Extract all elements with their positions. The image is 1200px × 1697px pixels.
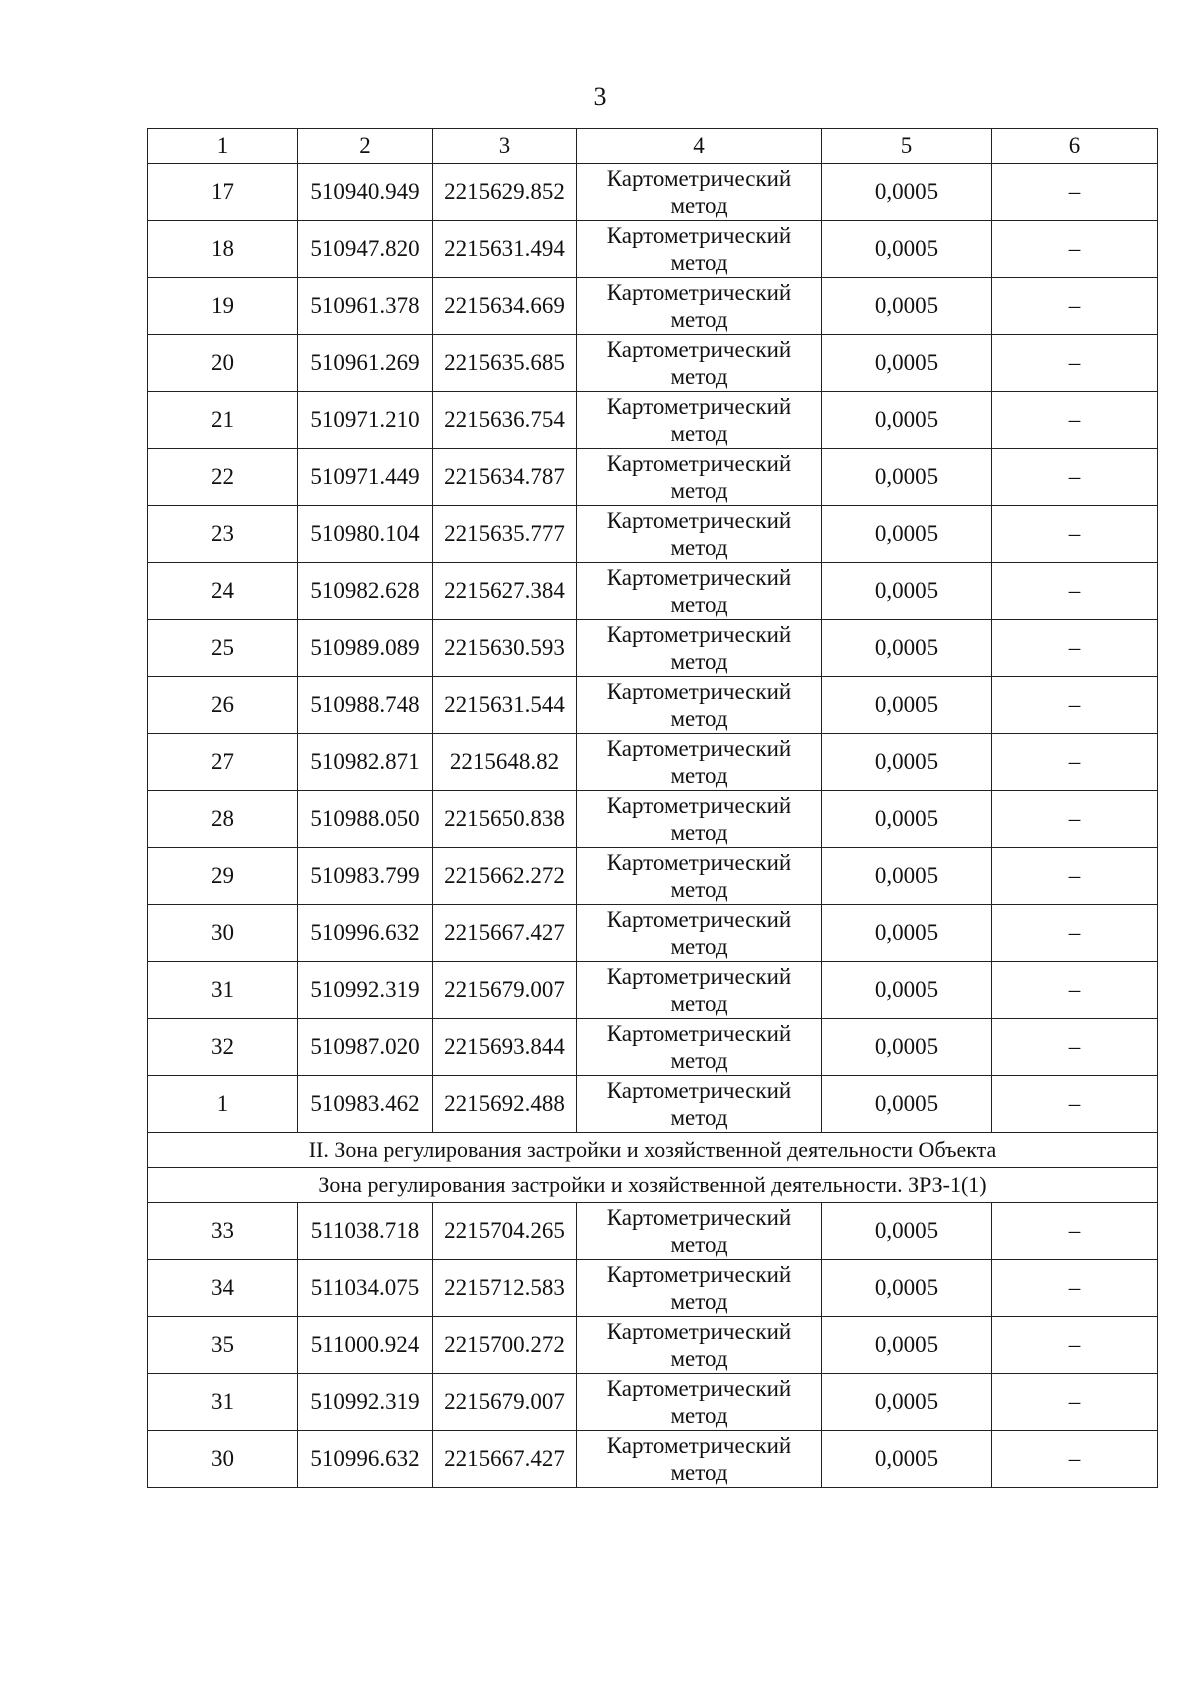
y-coordinate-cell: 2215635.685 — [433, 335, 577, 392]
note-cell: – — [992, 1260, 1158, 1317]
point-number-cell: 29 — [148, 848, 298, 905]
accuracy-cell: 0,0005 — [822, 677, 992, 734]
y-coordinate-cell: 2215629.852 — [433, 164, 577, 221]
y-coordinate-cell: 2215631.544 — [433, 677, 577, 734]
header-cell: 5 — [822, 129, 992, 164]
accuracy-cell: 0,0005 — [822, 278, 992, 335]
y-coordinate-cell: 2215635.777 — [433, 506, 577, 563]
accuracy-cell: 0,0005 — [822, 848, 992, 905]
y-coordinate-cell: 2215679.007 — [433, 1374, 577, 1431]
table-row — [148, 1203, 1158, 1260]
table-row — [148, 620, 1158, 677]
table-row — [148, 335, 1158, 392]
table-row — [148, 506, 1158, 563]
method-cell: Картометрический метод — [577, 677, 822, 734]
method-cell: Картометрический метод — [577, 905, 822, 962]
header-cell: 3 — [433, 129, 577, 164]
page-number: 3 — [593, 82, 607, 111]
point-number-cell: 33 — [148, 1203, 298, 1260]
x-coordinate-cell: 510989.089 — [298, 620, 433, 677]
subsection-title-row — [148, 1168, 1158, 1203]
table-row — [148, 221, 1158, 278]
y-coordinate-cell: 2215650.838 — [433, 791, 577, 848]
note-cell: – — [992, 1374, 1158, 1431]
table-row — [148, 1260, 1158, 1317]
point-number-cell: 34 — [148, 1260, 298, 1317]
point-number-cell: 32 — [148, 1019, 298, 1076]
x-coordinate-cell: 510980.104 — [298, 506, 433, 563]
note-cell: – — [992, 449, 1158, 506]
accuracy-cell: 0,0005 — [822, 335, 992, 392]
method-cell: Картометрический метод — [577, 164, 822, 221]
accuracy-cell: 0,0005 — [822, 563, 992, 620]
subsection-title: Зона регулирования застройки и хозяйственной деятельности. ЗРЗ-1(1) — [148, 1168, 1158, 1203]
accuracy-cell: 0,0005 — [822, 449, 992, 506]
y-coordinate-cell: 2215693.844 — [433, 1019, 577, 1076]
section-title: II. Зона регулирования застройки и хозяйственной деятельности Объекта — [148, 1133, 1158, 1168]
method-cell: Картометрический метод — [577, 620, 822, 677]
method-cell: Картометрический метод — [577, 221, 822, 278]
accuracy-cell: 0,0005 — [822, 1076, 992, 1133]
coordinates-table — [147, 128, 1158, 1488]
y-coordinate-cell: 2215648.82 — [433, 734, 577, 791]
x-coordinate-cell: 510996.632 — [298, 905, 433, 962]
method-cell: Картометрический метод — [577, 1019, 822, 1076]
method-cell: Картометрический метод — [577, 962, 822, 1019]
accuracy-cell: 0,0005 — [822, 221, 992, 278]
table-row — [148, 392, 1158, 449]
note-cell: – — [992, 620, 1158, 677]
method-cell: Картометрический метод — [577, 278, 822, 335]
method-cell: Картометрический метод — [577, 791, 822, 848]
point-number-cell: 30 — [148, 1431, 298, 1488]
point-number-cell: 27 — [148, 734, 298, 791]
x-coordinate-cell: 510982.871 — [298, 734, 433, 791]
note-cell: – — [992, 848, 1158, 905]
section-title-row — [148, 1133, 1158, 1168]
table-body — [148, 164, 1158, 1488]
method-cell: Картометрический метод — [577, 449, 822, 506]
accuracy-cell: 0,0005 — [822, 734, 992, 791]
point-number-cell: 19 — [148, 278, 298, 335]
table-row — [148, 449, 1158, 506]
note-cell: – — [992, 563, 1158, 620]
method-cell: Картометрический метод — [577, 335, 822, 392]
table-row — [148, 1431, 1158, 1488]
y-coordinate-cell: 2215712.583 — [433, 1260, 577, 1317]
y-coordinate-cell: 2215627.384 — [433, 563, 577, 620]
x-coordinate-cell: 510988.748 — [298, 677, 433, 734]
y-coordinate-cell: 2215704.265 — [433, 1203, 577, 1260]
x-coordinate-cell: 510996.632 — [298, 1431, 433, 1488]
table-row — [148, 791, 1158, 848]
table-row — [148, 734, 1158, 791]
accuracy-cell: 0,0005 — [822, 164, 992, 221]
table-row — [148, 1019, 1158, 1076]
note-cell: – — [992, 335, 1158, 392]
method-cell: Картометрический метод — [577, 734, 822, 791]
y-coordinate-cell: 2215692.488 — [433, 1076, 577, 1133]
accuracy-cell: 0,0005 — [822, 1317, 992, 1374]
method-cell: Картометрический метод — [577, 392, 822, 449]
x-coordinate-cell: 510987.020 — [298, 1019, 433, 1076]
header-cell: 6 — [992, 129, 1158, 164]
accuracy-cell: 0,0005 — [822, 962, 992, 1019]
method-cell: Картометрический метод — [577, 1203, 822, 1260]
point-number-cell: 31 — [148, 962, 298, 1019]
x-coordinate-cell: 510983.462 — [298, 1076, 433, 1133]
accuracy-cell: 0,0005 — [822, 905, 992, 962]
method-cell: Картометрический метод — [577, 1076, 822, 1133]
table-row — [148, 848, 1158, 905]
y-coordinate-cell: 2215630.593 — [433, 620, 577, 677]
method-cell: Картометрический метод — [577, 1374, 822, 1431]
note-cell: – — [992, 221, 1158, 278]
note-cell: – — [992, 506, 1158, 563]
point-number-cell: 25 — [148, 620, 298, 677]
method-cell: Картометрический метод — [577, 1431, 822, 1488]
note-cell: – — [992, 791, 1158, 848]
y-coordinate-cell: 2215679.007 — [433, 962, 577, 1019]
table-row — [148, 1317, 1158, 1374]
table-row — [148, 677, 1158, 734]
x-coordinate-cell: 510988.050 — [298, 791, 433, 848]
y-coordinate-cell: 2215662.272 — [433, 848, 577, 905]
y-coordinate-cell: 2215634.787 — [433, 449, 577, 506]
y-coordinate-cell: 2215631.494 — [433, 221, 577, 278]
point-number-cell: 31 — [148, 1374, 298, 1431]
point-number-cell: 18 — [148, 221, 298, 278]
point-number-cell: 21 — [148, 392, 298, 449]
point-number-cell: 17 — [148, 164, 298, 221]
x-coordinate-cell: 510992.319 — [298, 1374, 433, 1431]
method-cell: Картометрический метод — [577, 506, 822, 563]
accuracy-cell: 0,0005 — [822, 1019, 992, 1076]
x-coordinate-cell: 511000.924 — [298, 1317, 433, 1374]
y-coordinate-cell: 2215700.272 — [433, 1317, 577, 1374]
note-cell: – — [992, 164, 1158, 221]
accuracy-cell: 0,0005 — [822, 1431, 992, 1488]
x-coordinate-cell: 510947.820 — [298, 221, 433, 278]
note-cell: – — [992, 1431, 1158, 1488]
accuracy-cell: 0,0005 — [822, 1260, 992, 1317]
point-number-cell: 22 — [148, 449, 298, 506]
x-coordinate-cell: 511034.075 — [298, 1260, 433, 1317]
accuracy-cell: 0,0005 — [822, 392, 992, 449]
note-cell: – — [992, 1317, 1158, 1374]
x-coordinate-cell: 510992.319 — [298, 962, 433, 1019]
table-row — [148, 1374, 1158, 1431]
accuracy-cell: 0,0005 — [822, 620, 992, 677]
accuracy-cell: 0,0005 — [822, 506, 992, 563]
x-coordinate-cell: 510961.269 — [298, 335, 433, 392]
header-cell: 1 — [148, 129, 298, 164]
note-cell: – — [992, 962, 1158, 1019]
y-coordinate-cell: 2215636.754 — [433, 392, 577, 449]
point-number-cell: 35 — [148, 1317, 298, 1374]
note-cell: – — [992, 278, 1158, 335]
table-row — [148, 962, 1158, 1019]
x-coordinate-cell: 510971.210 — [298, 392, 433, 449]
x-coordinate-cell: 510940.949 — [298, 164, 433, 221]
note-cell: – — [992, 392, 1158, 449]
point-number-cell: 1 — [148, 1076, 298, 1133]
x-coordinate-cell: 511038.718 — [298, 1203, 433, 1260]
table-header-row — [148, 129, 1158, 164]
point-number-cell: 28 — [148, 791, 298, 848]
note-cell: – — [992, 1019, 1158, 1076]
y-coordinate-cell: 2215667.427 — [433, 1431, 577, 1488]
method-cell: Картометрический метод — [577, 563, 822, 620]
header-cell: 2 — [298, 129, 433, 164]
table-row — [148, 905, 1158, 962]
table-row — [148, 164, 1158, 221]
header-cell: 4 — [577, 129, 822, 164]
note-cell: – — [992, 1203, 1158, 1260]
point-number-cell: 30 — [148, 905, 298, 962]
method-cell: Картометрический метод — [577, 1260, 822, 1317]
table-row — [148, 278, 1158, 335]
point-number-cell: 23 — [148, 506, 298, 563]
accuracy-cell: 0,0005 — [822, 1374, 992, 1431]
x-coordinate-cell: 510961.378 — [298, 278, 433, 335]
table-row — [148, 1076, 1158, 1133]
method-cell: Картометрический метод — [577, 848, 822, 905]
point-number-cell: 26 — [148, 677, 298, 734]
note-cell: – — [992, 734, 1158, 791]
note-cell: – — [992, 677, 1158, 734]
note-cell: – — [992, 1076, 1158, 1133]
x-coordinate-cell: 510971.449 — [298, 449, 433, 506]
accuracy-cell: 0,0005 — [822, 791, 992, 848]
x-coordinate-cell: 510983.799 — [298, 848, 433, 905]
point-number-cell: 20 — [148, 335, 298, 392]
y-coordinate-cell: 2215667.427 — [433, 905, 577, 962]
accuracy-cell: 0,0005 — [822, 1203, 992, 1260]
method-cell: Картометрический метод — [577, 1317, 822, 1374]
point-number-cell: 24 — [148, 563, 298, 620]
note-cell: – — [992, 905, 1158, 962]
table-row — [148, 563, 1158, 620]
y-coordinate-cell: 2215634.669 — [433, 278, 577, 335]
x-coordinate-cell: 510982.628 — [298, 563, 433, 620]
